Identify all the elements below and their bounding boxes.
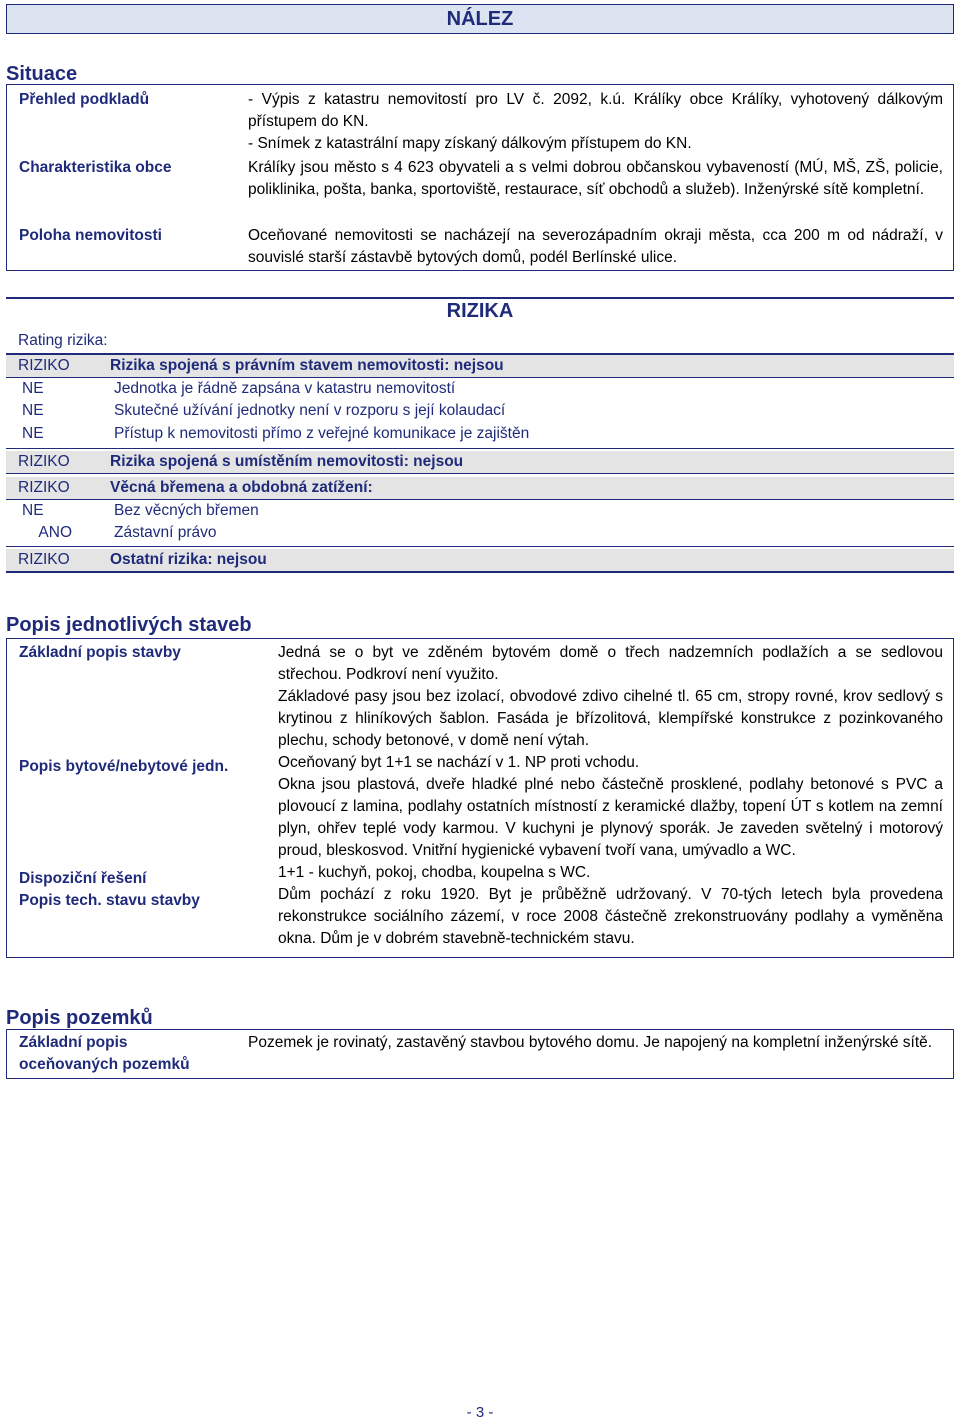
stavby-label-bytove: Popis bytové/nebytové jedn. bbox=[19, 758, 229, 775]
risk-row bbox=[6, 500, 954, 522]
stavby-text bbox=[278, 642, 943, 950]
risk-key: RIZIKO bbox=[18, 551, 70, 568]
situace-table bbox=[6, 84, 954, 271]
risk-text: Skutečné užívání jednotky není v rozporu s její kolaudací bbox=[114, 402, 506, 419]
risk-text: Jednotka je řádně zapsána v katastru nemovitostí bbox=[114, 380, 456, 397]
situace-label-charakteristika: Charakteristika obce bbox=[19, 159, 172, 176]
risk-key: RIZIKO bbox=[18, 479, 70, 496]
risk-row bbox=[6, 451, 954, 474]
pozemky-text: Pozemek je rovinatý, zastavěný stavbou bytového domu. Je napojený na kompletní inženýrské sítě. bbox=[248, 1034, 933, 1051]
risk-text: Bez věcných břemen bbox=[114, 502, 259, 519]
situace-poloha-text: Oceňované nemovitosti se nacházejí na severozápadním okraji města, cca 200 m od nádraží, v souvislé starší zástavbě bytových domů, podél Berlínské ulice. bbox=[248, 227, 943, 266]
stavby-table bbox=[6, 638, 954, 958]
pozemky-label-2: oceňovaných pozemků bbox=[19, 1056, 190, 1073]
situace-label-prehled: Přehled podkladů bbox=[19, 91, 150, 108]
risk-text: Ostatní rizika: nejsou bbox=[110, 551, 267, 568]
risk-key: ANO bbox=[38, 524, 72, 541]
risk-text: Přístup k nemovitosti přímo z veřejné komunikace je zajištěn bbox=[114, 425, 530, 442]
situace-heading: Situace bbox=[6, 63, 78, 85]
risk-key: NE bbox=[22, 425, 44, 442]
stavby-label-zakladni: Základní popis stavby bbox=[19, 644, 181, 661]
pozemky-heading: Popis pozemků bbox=[6, 1007, 153, 1029]
risk-row bbox=[6, 549, 954, 573]
situace-prehled-line-2: - Snímek z katastrální mapy získaný dálkovým přístupem do KN. bbox=[248, 135, 692, 152]
risk-key: RIZIKO bbox=[18, 357, 70, 374]
risk-text: Věcná břemena a obdobná zatížení: bbox=[110, 479, 373, 496]
risk-key: NE bbox=[22, 380, 44, 397]
rizika-divider bbox=[6, 546, 954, 547]
stavby-label-dispozice: Dispoziční řešení bbox=[19, 870, 147, 887]
stavby-paragraph: 1+1 - kuchyň, pokoj, chodba, koupelna s WC. bbox=[278, 864, 591, 881]
risk-key: NE bbox=[22, 402, 44, 419]
stavby-paragraph: Dům pochází z roku 1920. Byt je průběžně udržovaný. V 70-tých letech byla provedena rekonstrukce sociálního zázemí, v roce 2008 částečně zrekonstruovány podlahy a vyměněna okna. Dům je v dobrém stavebně-technickém stavu. bbox=[278, 886, 943, 947]
situace-prehled-line-1: - Výpis z katastru nemovitostí pro LV č. 2092, k.ú. Králíky obce Králíky, vyhotovený dálkovým přístupem do KN. bbox=[248, 91, 943, 130]
pozemky-table bbox=[6, 1029, 954, 1079]
stavby-paragraph: Jedná se o byt ve zděném bytovém domě o třech nadzemních podlažích a se sedlovou střechou. Podkroví není využito. bbox=[278, 644, 943, 683]
risk-text: Zástavní právo bbox=[114, 524, 217, 541]
risk-row bbox=[6, 477, 954, 500]
risk-key: NE bbox=[22, 502, 44, 519]
situace-label-poloha: Poloha nemovitosti bbox=[19, 227, 162, 244]
risk-row bbox=[6, 522, 954, 544]
rating-label: Rating rizika: bbox=[18, 332, 108, 349]
page-title: NÁLEZ bbox=[6, 4, 954, 34]
rizika-divider bbox=[6, 448, 954, 449]
stavby-paragraph: Oceňovaný byt 1+1 se nachází v 1. NP proti vchodu. bbox=[278, 754, 640, 771]
pozemky-label-1: Základní popis bbox=[19, 1034, 128, 1051]
risk-text: Rizika spojená s právním stavem nemovitosti: nejsou bbox=[110, 357, 504, 374]
stavby-paragraph: Okna jsou plastová, dveře hladké plné nebo částečně prosklené, podlahy betonové s PVC a plovoucí z lamina, podlahy ostatních místností z keramické dlažby, topení ÚT s kotlem na zemní plyn, ohřev teplé vody karmou. V kuchyni je plynový sporák. Je zaveden světelný i motorový proud, bleskosvod. Vnitřní hygienické vybavení tvoří vana, umývadlo a WC. bbox=[278, 776, 943, 859]
situace-prehled-text bbox=[248, 89, 943, 155]
risk-row bbox=[6, 423, 954, 445]
rizika-heading: RIZIKA bbox=[446, 300, 514, 322]
stavby-paragraph: Základové pasy jsou bez izolací, obvodové zdivo cihelné tl. 65 cm, stropy rovné, krov sedlový s krytinou z hliníkových šablon. Fasáda je břízolitová, klempířské konstrukce z pozinkovaného plechu, schody betonové, v domě není výtah. bbox=[278, 688, 943, 749]
risk-key: RIZIKO bbox=[18, 453, 70, 470]
risk-row bbox=[6, 355, 954, 378]
stavby-heading: Popis jednotlivých staveb bbox=[6, 614, 252, 636]
stavby-label-tech: Popis tech. stavu stavby bbox=[19, 892, 200, 909]
risk-row bbox=[6, 378, 954, 400]
situace-charakteristika-text: Králíky jsou město s 4 623 obyvateli a s velmi dobrou občanskou vybaveností (MÚ, MŠ, ZŠ, policie, poliklinika, pošta, banka, sportoviště, restaurace, síť obchodů a služeb). Inženýrské sítě kompletní. bbox=[248, 159, 943, 198]
page-number: - 3 - bbox=[466, 1404, 494, 1421]
risk-row bbox=[6, 400, 954, 422]
risk-text: Rizika spojená s umístěním nemovitosti: nejsou bbox=[110, 453, 464, 470]
